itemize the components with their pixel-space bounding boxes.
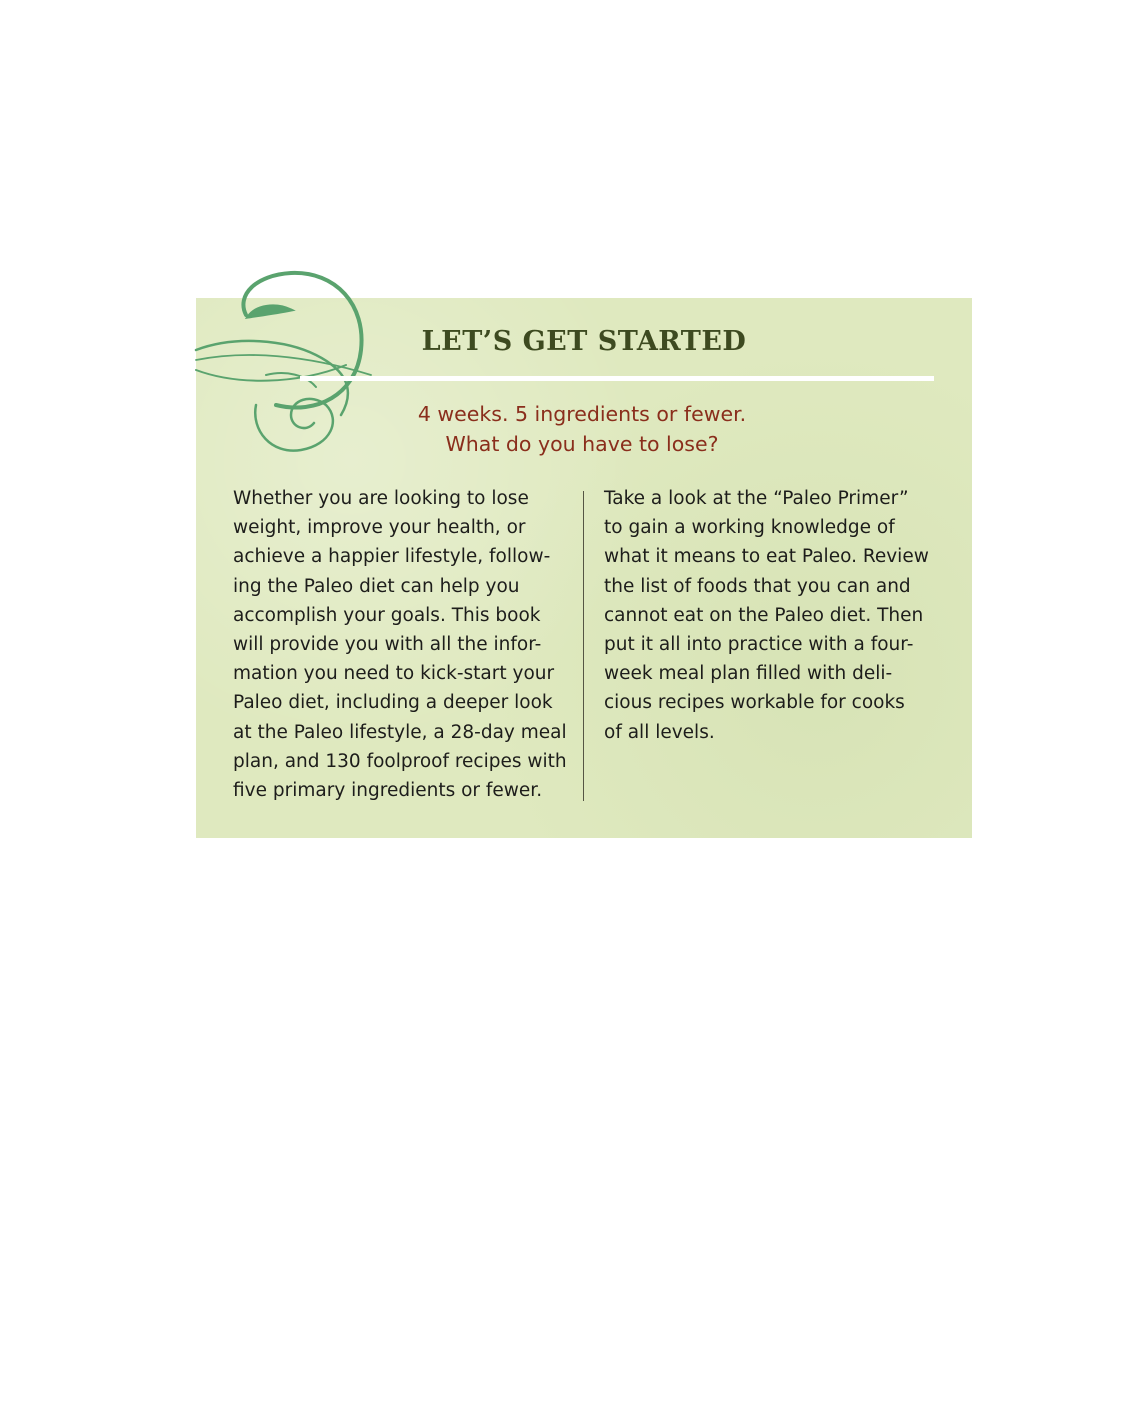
title-underline	[300, 376, 934, 381]
left-line: at the Paleo lifestyle, a 28-day meal	[233, 721, 567, 743]
right-line: Take a look at the “Paleo Primer”	[604, 488, 909, 509]
left-column-text	[233, 484, 573, 805]
right-line: cious recipes workable for cooks	[604, 692, 905, 714]
left-line: mation you need to kick-start your	[233, 663, 555, 685]
left-line: Whether you are looking to lose	[233, 488, 529, 509]
right-line: cannot eat on the Paleo diet. Then	[604, 604, 924, 626]
column-divider	[583, 491, 584, 801]
section-title	[196, 326, 972, 357]
right-line: to gain a working knowledge of	[604, 517, 895, 539]
left-line: ing the Paleo diet can help you	[233, 575, 520, 597]
tagline-line-1: 4 weeks. 5 ingredients or fewer.	[417, 402, 747, 426]
right-line: of all levels.	[604, 721, 715, 743]
section-title-text: LET’S GET STARTED	[421, 326, 747, 357]
right-line: what it means to eat Paleo. Review	[604, 546, 929, 568]
left-line: will provide you with all the infor-	[233, 634, 542, 656]
tagline-line-2: What do you have to lose?	[445, 432, 719, 456]
right-column-text	[604, 484, 944, 747]
left-line: accomplish your goals. This book	[233, 604, 541, 626]
left-line: Paleo diet, including a deeper look	[233, 692, 553, 714]
left-line: plan, and 130 foolproof recipes with	[233, 750, 567, 772]
right-line: put it all into practice with a four-	[604, 634, 914, 656]
left-line: five primary ingredients or fewer.	[233, 780, 543, 802]
right-line: the list of foods that you can and	[604, 575, 911, 597]
left-line: achieve a happier lifestyle, follow-	[233, 546, 551, 568]
tagline	[340, 399, 824, 459]
left-line: weight, improve your health, or	[233, 517, 526, 539]
right-line: week meal plan filled with deli-	[604, 663, 893, 685]
